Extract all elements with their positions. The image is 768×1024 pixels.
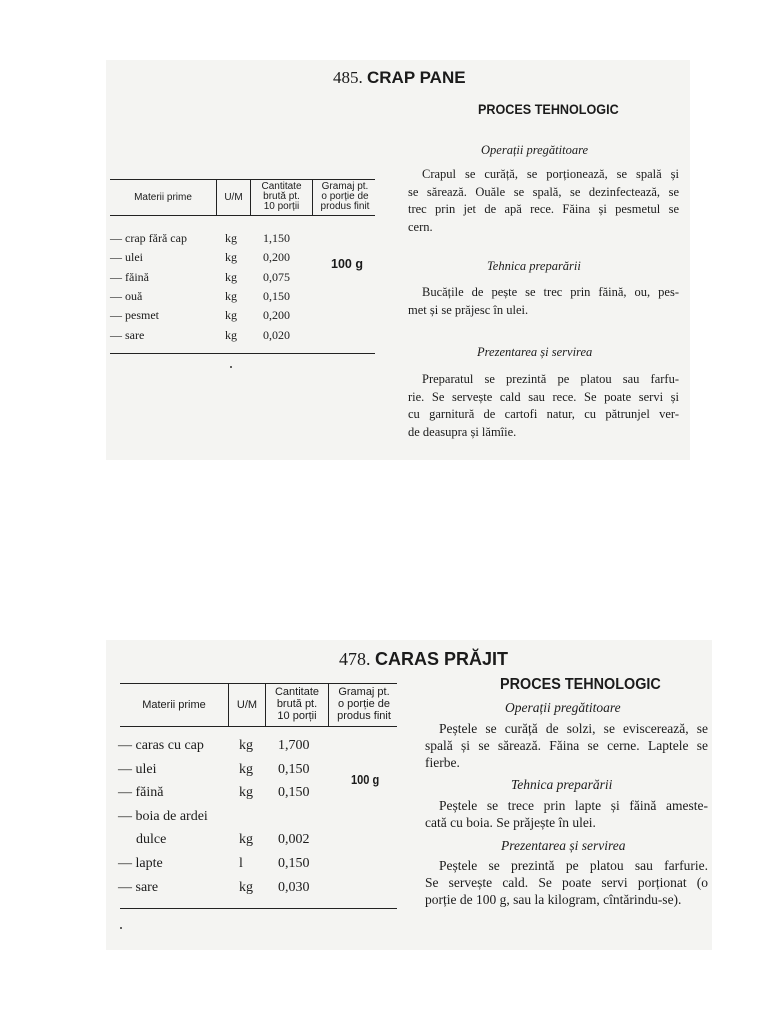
ingredient-quantity: 0,075 [263, 269, 290, 284]
ingredient-name: — sare [110, 327, 145, 342]
paragraph-line: rie. Se servește cald sau rece. Se poate servi și [408, 389, 679, 404]
table-bottom-rule [120, 908, 397, 909]
section-title: Tehnica preparării [487, 259, 581, 273]
ingredient-quantity: 0,030 [278, 879, 310, 895]
recipe-number: 485. [333, 68, 363, 87]
paragraph-line: cern. [408, 219, 433, 234]
recipe-title-478 [339, 649, 508, 670]
ingredient-name: — sare [118, 879, 159, 895]
section-paragraph [425, 797, 708, 831]
paragraph-line: Bucățile de pește se trec prin făină, ou, pes- [422, 285, 679, 299]
header-quantity-line: 10 porții [263, 201, 300, 212]
paragraph-line: Crapul se curăță, se porționează, se spală și [422, 167, 679, 181]
paragraph-line: cu garnitură de cartofi natur, cu pătrunjel ver- [408, 407, 679, 421]
ingredient-quantity: 1,150 [263, 231, 290, 245]
header-quantity-line: 10 porții [277, 710, 317, 722]
header-gramaj [329, 686, 399, 722]
ingredient-name: — ulei [118, 761, 157, 777]
paragraph-line: Peștele se prezintă pe platou sau farfurie. [439, 858, 708, 873]
ingredient-name: — crap fără cap [110, 231, 187, 245]
header-quantity [266, 686, 328, 722]
ingredient-unit: kg [225, 308, 237, 323]
header-materials: Materii prime [142, 699, 206, 711]
ingredient-unit: kg [225, 250, 237, 265]
ingredient-quantity: 0,150 [278, 856, 310, 871]
ink-speck [120, 927, 122, 929]
paragraph-line: porție de 100 g, sau la kilogram, cîntărindu-se). [425, 892, 682, 908]
header-gramaj-line: o porție de [321, 191, 369, 202]
ink-speck [230, 366, 232, 368]
ingredient-name: dulce [136, 832, 167, 848]
header-gramaj [313, 182, 377, 212]
process-heading: PROCES TEHNOLOGIC [500, 676, 661, 693]
section-paragraph [408, 284, 679, 319]
section-title: Prezentarea și servirea [477, 345, 593, 359]
ingredient-name: — pesmet [110, 308, 159, 323]
ingredient-name: — făină [110, 269, 149, 284]
ingredient-unit: kg [239, 785, 253, 801]
paragraph-line: se sărează. Ouăle se spală, se dezinfectează, se [408, 184, 679, 199]
process-heading: PROCES TEHNOLOGIC [478, 101, 619, 117]
header-quantity [251, 182, 312, 212]
paragraph-line: Peștele se trece prin lapte și făină ameste- [439, 798, 708, 813]
section-paragraph [408, 371, 679, 441]
ingredient-unit: kg [225, 327, 237, 342]
paragraph-line: trec prin jet de apă rece. Făina și pesmetul se [408, 202, 679, 216]
paragraph-line: de deasupra și lămîie. [408, 424, 517, 439]
recipe-name: CARAS PRĂJIT [375, 649, 509, 669]
ingredient-name: — boia de ardei [118, 808, 208, 824]
ingredient-unit: kg [239, 761, 253, 777]
paragraph-line: cată cu boia. Se prăjește în ulei. [425, 815, 596, 831]
section-title: Prezentarea și servirea [501, 838, 626, 853]
table-bottom-rule [110, 353, 375, 354]
section-paragraph [425, 720, 708, 772]
ingredient-quantity: 1,700 [278, 738, 310, 753]
table-top-rule [120, 683, 397, 684]
header-gramaj-line: produs finit [320, 201, 370, 212]
ingredient-unit: kg [225, 231, 237, 245]
header-quantity-line: Cantitate [274, 686, 320, 698]
paragraph-line: Se servește cald. Se poate servi porționat (o [425, 875, 708, 891]
paragraph-line: met și se prăjesc în ulei. [408, 302, 529, 317]
table-header-rule [120, 726, 397, 727]
ingredient-quantity: 0,002 [278, 832, 310, 848]
header-quantity-line: Cantitate [261, 181, 302, 192]
section-paragraph [408, 166, 679, 236]
gramaj-value: 100 g [351, 772, 380, 787]
paragraph-line: fierbe. [425, 755, 460, 771]
ingredient-unit: kg [225, 269, 237, 284]
ingredient-quantity: 0,200 [263, 250, 290, 265]
recipe-name: CRAP PANE [367, 68, 466, 87]
ingredient-name: — ouă [110, 288, 143, 303]
header-unit: U/M [224, 192, 243, 203]
header-quantity-line: brută pt. [263, 191, 300, 202]
ingredient-unit: kg [239, 832, 253, 848]
paragraph-line: Preparatul se prezintă pe platou sau farfu- [422, 372, 679, 386]
ingredient-unit: kg [239, 879, 253, 895]
header-quantity-line: brută pt. [276, 698, 318, 710]
section-title: Operații pregătitoare [481, 143, 589, 157]
header-gramaj-line: Gramaj pt. [321, 181, 369, 192]
ingredient-name: — caras cu cap [118, 738, 204, 753]
ingredient-quantity: 0,150 [263, 288, 290, 303]
ingredient-quantity: 0,150 [278, 785, 310, 801]
header-gramaj-line: Gramaj pt. [338, 686, 390, 698]
section-title: Operații pregătitoare [505, 700, 621, 715]
gramaj-value: 100 g [331, 257, 363, 271]
ingredient-name: — lapte [118, 856, 163, 871]
paragraph-line: spală și se sărează. Făina se cerne. Laptele se [425, 738, 708, 754]
header-unit: U/M [236, 699, 258, 711]
table-header-rule [110, 215, 375, 216]
recipe-title-485 [333, 68, 466, 88]
section-paragraph [425, 857, 708, 909]
ingredient-quantity: 0,200 [263, 308, 290, 323]
ingredient-name: — ulei [110, 250, 143, 265]
header-materials: Materii prime [134, 192, 192, 203]
header-gramaj-line: o porție de [338, 698, 390, 710]
recipe-number: 478. [339, 649, 371, 669]
table-top-rule [110, 179, 375, 180]
ingredient-unit: kg [225, 288, 237, 303]
ingredient-unit: kg [239, 738, 253, 753]
ingredient-quantity: 0,150 [278, 761, 310, 777]
paragraph-line: Peștele se curăță de solzi, se eviscerează, se [439, 721, 708, 736]
ingredient-unit: l [239, 856, 243, 871]
ingredient-quantity: 0,020 [263, 327, 290, 342]
header-gramaj-line: produs finit [337, 710, 391, 722]
ingredient-name: — făină [118, 785, 164, 801]
section-title: Tehnica preparării [511, 777, 613, 792]
